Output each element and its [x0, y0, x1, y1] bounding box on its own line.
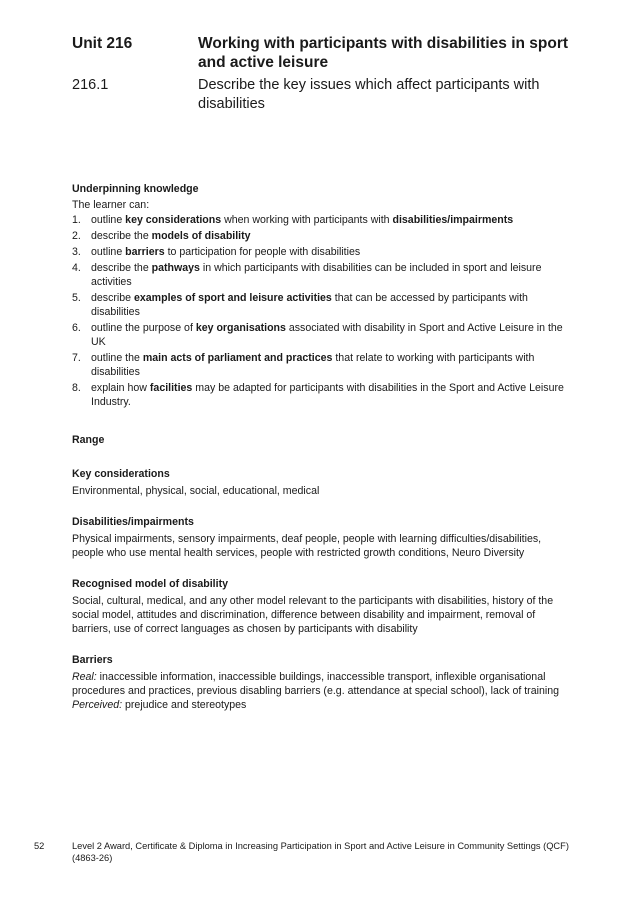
list-item-fragment: outline the purpose of: [91, 322, 196, 334]
key-term: key organisations: [195, 322, 286, 334]
list-item-number: 2.: [72, 230, 81, 242]
key-term: pathways: [151, 262, 200, 274]
key-considerations-body: Environmental, physical, social, educational, medical: [72, 485, 320, 497]
list-item: [72, 213, 572, 227]
list-item-text: [91, 261, 572, 289]
knowledge-lead: The learner can:: [72, 199, 150, 211]
real-label: Real:: [72, 671, 97, 683]
list-item-fragment: to participation for people with disabilities: [164, 246, 361, 258]
list-item-fragment: outline: [91, 246, 126, 258]
barriers-perceived: [72, 698, 572, 712]
key-term: examples of sport and leisure activities: [134, 292, 332, 304]
key-term: barriers: [125, 246, 165, 258]
list-item-text: [91, 229, 572, 243]
unit-title: Working with participants with disabilities in sport and active leisure: [198, 35, 569, 71]
list-item: [72, 261, 572, 289]
list-item-fragment: describe: [91, 292, 134, 304]
key-term: key considerations: [125, 214, 222, 226]
list-item-text: [91, 381, 572, 409]
barriers-title: Barriers: [72, 654, 113, 666]
key-term: main acts of parliament and practices: [142, 352, 333, 364]
unit-label: Unit 216: [72, 35, 133, 52]
list-item-fragment: that relate to working with participants with disabilities: [91, 352, 535, 378]
key-term: facilities: [149, 382, 193, 394]
outcome-header: [72, 76, 578, 114]
list-item-text: [91, 245, 572, 259]
outcome-title: Describe the key issues which affect participants with disabilities: [198, 77, 540, 112]
real-text: inaccessible information, inaccessible buildings, inaccessible transport, inflexible organisational procedures and practices, previous disabling barriers (e.g. attendance at special school), lack of training: [72, 671, 559, 697]
perceived-text: prejudice and stereotypes: [122, 699, 247, 711]
key-considerations-title: Key considerations: [72, 468, 170, 480]
list-item-fragment: associated with disability in Sport and Active Leisure in the UK: [91, 322, 563, 348]
list-item: [72, 291, 572, 319]
unit-header: [72, 34, 578, 72]
list-item: [72, 351, 572, 379]
content-body: [72, 182, 572, 712]
list-item-fragment: describe the: [91, 262, 152, 274]
list-item-text: [91, 213, 572, 227]
list-item: [72, 381, 572, 409]
list-item-fragment: when working with participants with: [221, 214, 393, 226]
list-item: [72, 321, 572, 349]
list-item-text: [91, 291, 572, 319]
model-title: Recognised model of disability: [72, 578, 228, 590]
disabilities-body: Physical impairments, sensory impairments, deaf people, people with learning difficulties/disabilities, people who use mental health services, people with restricted growth conditions, Neuro Diversity: [72, 533, 542, 559]
list-item: [72, 229, 572, 243]
list-item-fragment: describe the: [91, 230, 152, 242]
disabilities-section: [72, 515, 572, 560]
list-item-text: [91, 351, 572, 379]
list-item-fragment: outline the: [91, 352, 143, 364]
list-item-number: 1.: [72, 214, 81, 226]
list-item-fragment: that can be accessed by participants with disabilities: [91, 292, 528, 318]
list-item-fragment: outline: [91, 214, 126, 226]
list-item-number: 8.: [72, 382, 81, 394]
perceived-label: Perceived:: [72, 699, 123, 711]
list-item-number: 3.: [72, 246, 81, 258]
list-item: [72, 245, 572, 259]
barriers-real: [72, 670, 572, 698]
list-item-fragment: in which participants with disabilities can be included in sport and leisure activities: [91, 262, 542, 288]
list-item-number: 7.: [72, 352, 81, 364]
list-item-text: [91, 321, 572, 349]
knowledge-heading: Underpinning knowledge: [72, 183, 199, 195]
list-item-fragment: may be adapted for participants with disabilities in the Sport and Active Leisure Industry.: [91, 382, 564, 408]
key-term: models of disability: [151, 230, 251, 242]
learning-outcome-list: [72, 213, 572, 409]
list-item-number: 6.: [72, 322, 81, 334]
list-item-fragment: explain how: [91, 382, 150, 394]
model-body: Social, cultural, medical, and any other model relevant to the participants with disabilities, history of the social model, attitudes and discrimination, difference between disability and impairment, removal of barriers, use of correct languages as chosen by participants with disability: [72, 595, 554, 635]
disabilities-title: Disabilities/impairments: [72, 516, 194, 528]
key-term: disabilities/impairments: [392, 214, 514, 226]
list-item-number: 4.: [72, 262, 81, 274]
barriers-section: [72, 653, 572, 712]
footer-text: Level 2 Award, Certificate & Diploma in Increasing Participation in Sport and Active Leisure in Community Settings (QCF) (4863-26): [72, 841, 569, 863]
outcome-number: 216.1: [72, 77, 109, 93]
model-section: [72, 577, 572, 636]
page-number: 52: [34, 841, 45, 851]
range-heading: Range: [72, 434, 105, 446]
list-item-number: 5.: [72, 292, 81, 304]
